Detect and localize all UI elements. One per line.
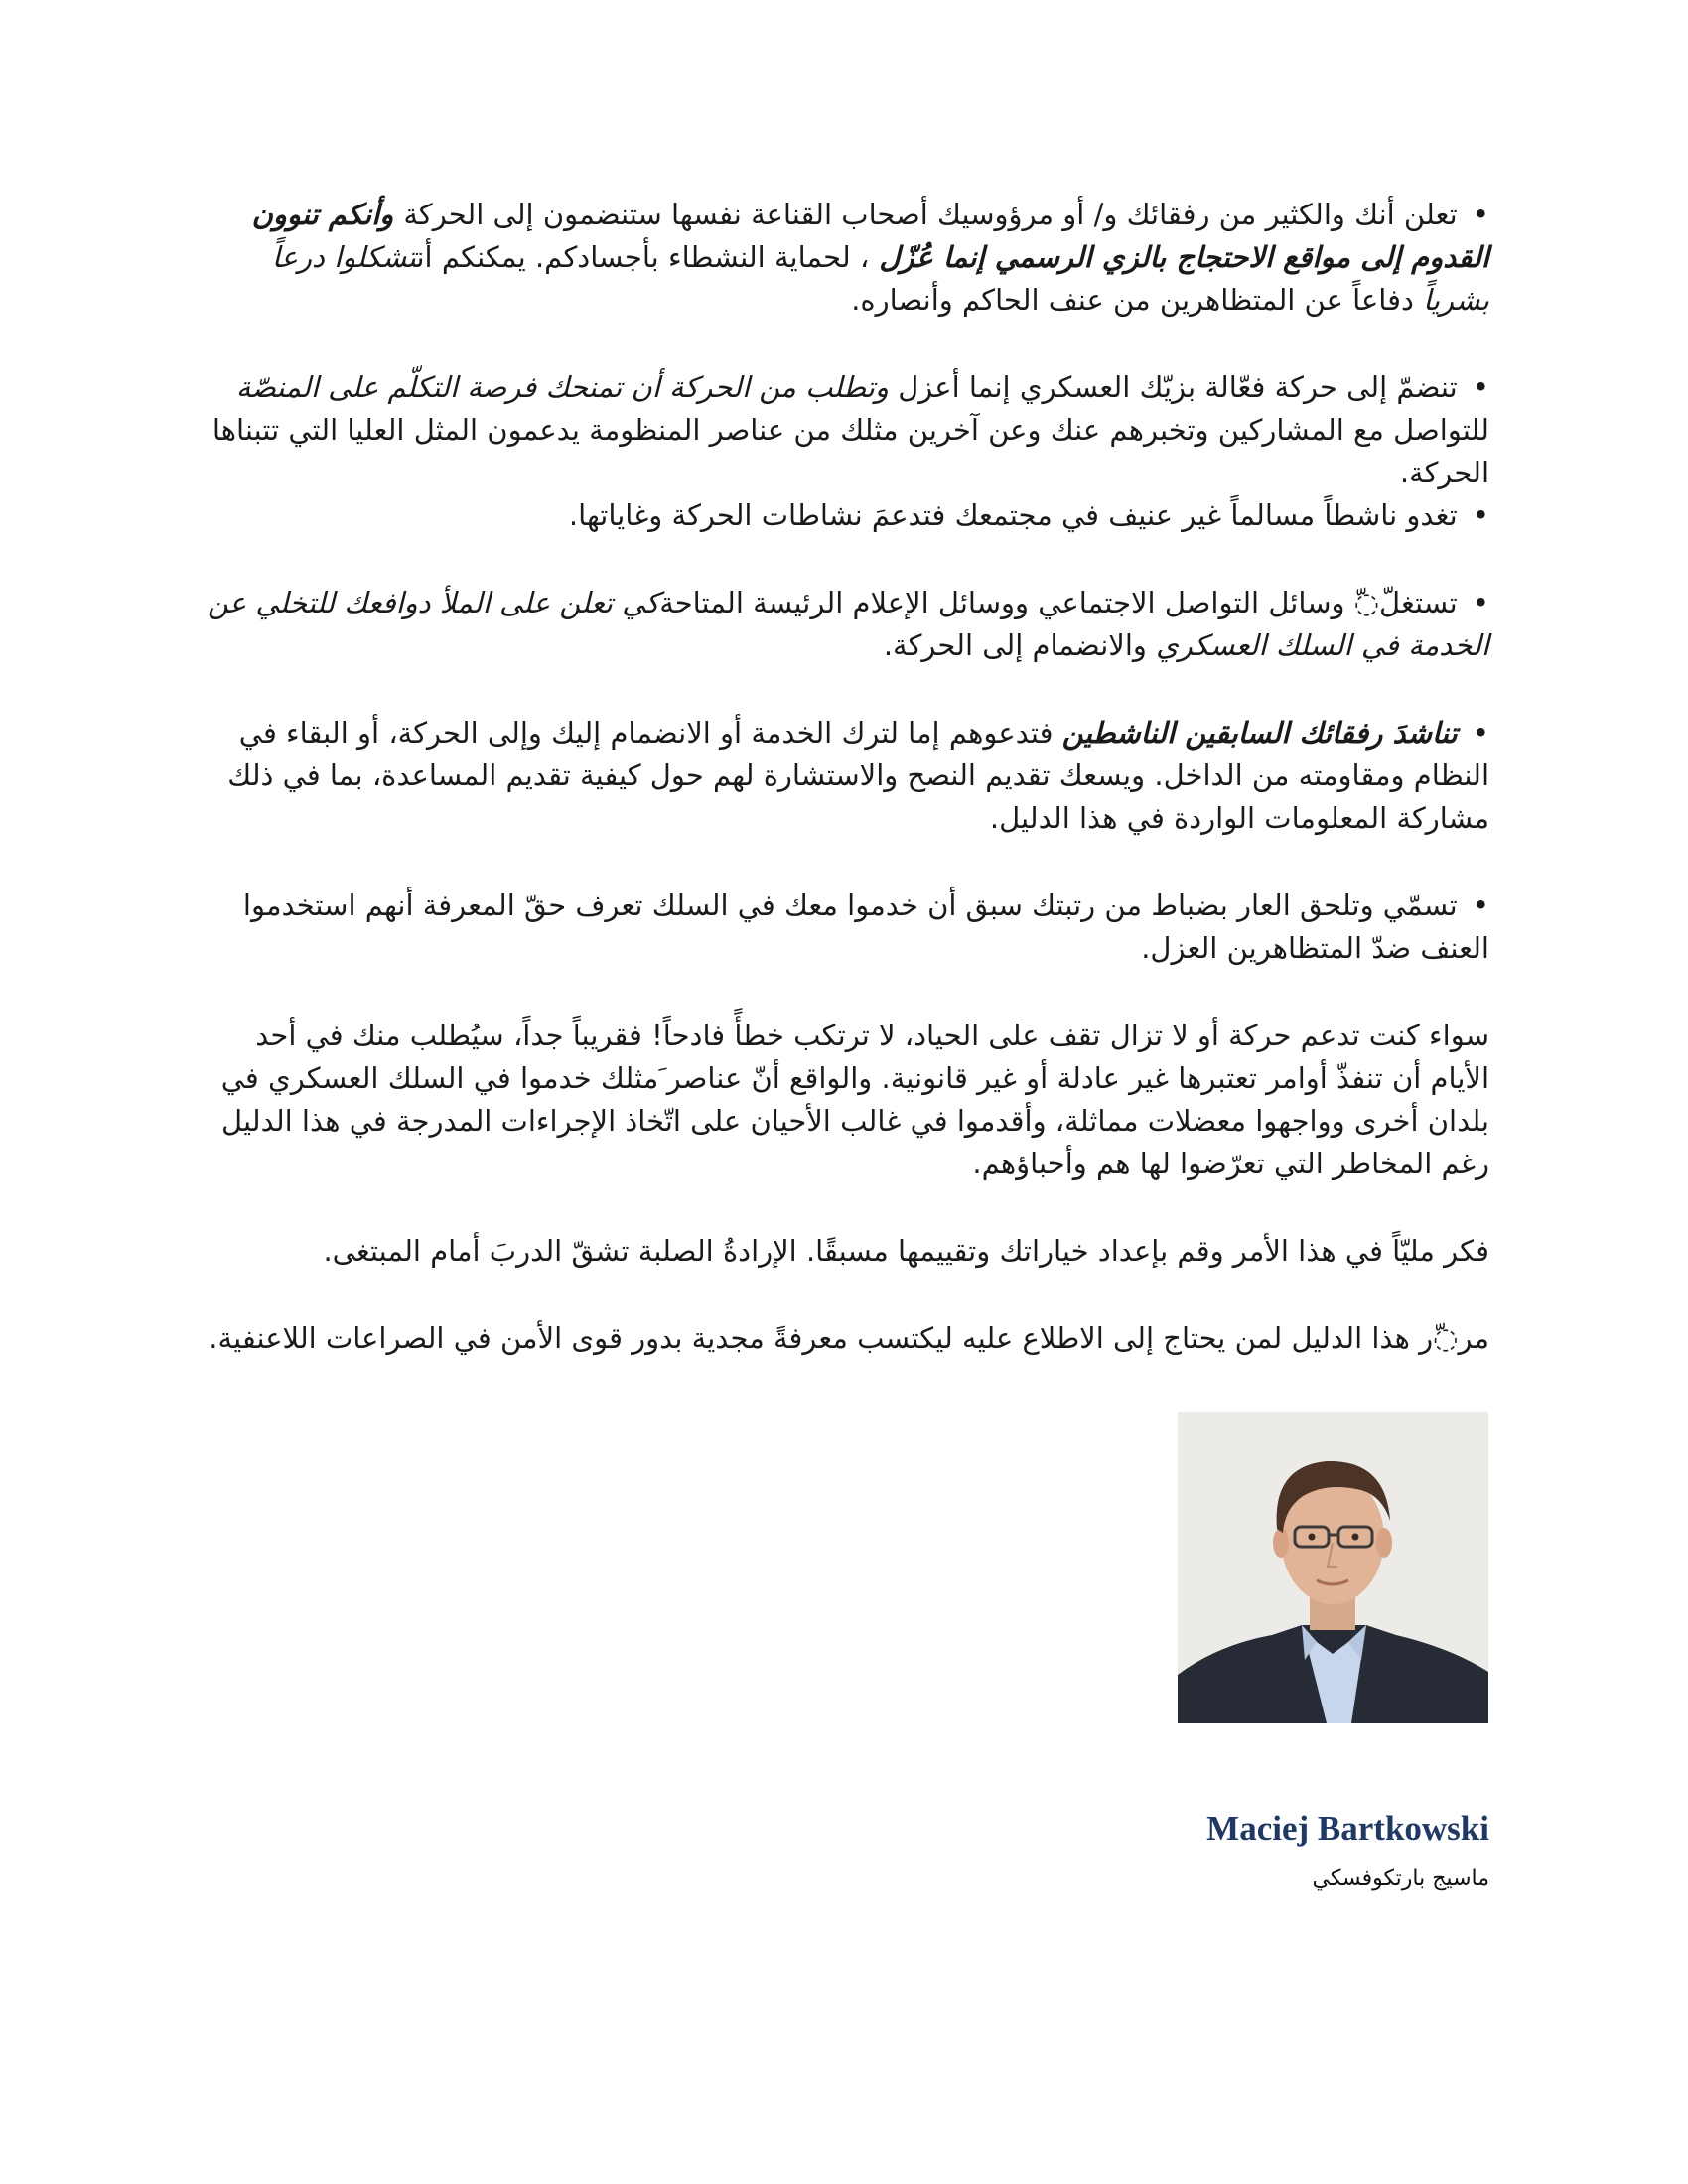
bullet-item-nonviolent-activist [204, 494, 1489, 537]
author-name-latin: Maciej Bartkowski [1206, 1809, 1489, 1847]
bullet-item-human-shield [204, 194, 1489, 322]
bullet-text: فتدعوهم إما لترك الخدمة أو الانضمام إليك وإلى الحركة، أو البقاء في النظام ومقاومته من الداخل. ويسعك تقديم النصح والاستشارة لهم حول كيفية تقديم المساعدة، بما في ذلك مشاركة المعلومات الواردة في هذا الدليل. [227, 716, 1489, 835]
bullet-emphasis: وأنكم تنوون القدوم إلى مواقع الاحتجاج بالزي الرسمي إنما عُزّل [251, 198, 1489, 274]
bullet-text: تغدو ناشطاً مسالماً غير عنيف في مجتمعك فتدعمَ نشاطات الحركة وغاياتها. [568, 498, 1458, 532]
bullet-text: دفاعاً عن المتظاهرين من عنف الحاكم وأنصاره. [851, 283, 1424, 317]
document-body [204, 194, 1489, 1360]
bullet-emphasis-italic: تشكلوا درعاً بشرياً [271, 240, 1489, 317]
bullet-mark: • [1472, 498, 1489, 532]
bullet-emphasis-italic: وتطلب من الحركة أن تمنحك فرصة التكلّم على المنصّة [235, 370, 890, 404]
bullet-emphasis-italic: كي تعلن على الملأ دوافعك للتخلي عن الخدمة في السلك العسكري [207, 586, 1489, 662]
paragraph-warning: سواء كنت تدعم حركة أو لا تزال تقف على الحياد، لا ترتكب خطأً فادحاً! فقريباً جداً، سيُطلب منك في أحد الأيام أن تنفذّ أوامر تعتبرها غير عادلة أو غير قانونية. والواقع أنّ عناصر َمثلك خدموا في السلك العسكري في بلدان أخرى وواجهوا معضلات مماثلة، وأقدموا في غالب الأحيان على اتّخاذ الإجراءات المدرجة في هذا الدليل رغم المخاطر التي تعرّضوا لها هم وأحباؤهم. [220, 1019, 1489, 1180]
bullet-emphasis: تناشدَ رفقائك السابقين الناشطين [1061, 716, 1458, 750]
bullet-text: تنضمّ إلى حركة فعّالة بزيّك العسكري إنما أعزل [889, 370, 1458, 404]
bullet-mark: • [1472, 370, 1489, 404]
paragraph-reflect: فكر مليّاً في هذا الأمر وقم بإعداد خياراتك وتقييمها مسبقًا. الإرادةُ الصلبة تشقّ الدربَ أمام المبتغى. [323, 1234, 1489, 1268]
paragraph-share-guide: مر◌ّر هذا الدليل لمن يحتاج إلى الاطلاع عليه ليكتسب معرفةً مجدية بدور قوى الأمن في الصراعات اللاعنفية. [209, 1321, 1489, 1355]
bullet-text: تستغلّ◌ّ وسائل التواصل الاجتماعي ووسائل الإعلام الرئيسة المتاحة [659, 586, 1458, 619]
bullet-mark: • [1472, 586, 1489, 619]
bullet-mark: • [1472, 888, 1489, 922]
bullet-item-media-announcement [204, 582, 1489, 667]
bullet-mark: • [1472, 716, 1489, 750]
bullet-text: تعلن أنك والكثير من رفقائك و/ أو مرؤوسيك أصحاب القناعة نفسها ستنضمون إلى الحركة [403, 198, 1458, 231]
bullet-mark: • [1472, 198, 1489, 231]
author-name-arabic: ماسيج بارتكوفسكي [1312, 1866, 1489, 1891]
bullet-text: ، لحماية النشطاء بأجسادكم. يمكنكم أن [416, 240, 870, 274]
bullet-text: والانضمام إلى الحركة. [883, 628, 1157, 662]
author-portrait [1178, 1412, 1488, 1723]
bullet-text: للتواصل مع المشاركين وتخبرهم عنك وعن آخرين مثلك من عناصر المنظومة يدعمون المثل العليا التي تتبناها الحركة. [211, 413, 1489, 489]
bullet-item-appeal-comrades [204, 712, 1489, 840]
bullet-item-speak-on-stage [204, 366, 1489, 494]
bullet-text: تسمّي وتلحق العار بضباط من رتبتك سبق أن خدموا معك في السلك تعرف حقّ المعرفة أنهم استخدموا العنف ضدّ المتظاهرين العزل. [242, 888, 1489, 965]
bullet-item-name-and-shame [204, 885, 1489, 970]
